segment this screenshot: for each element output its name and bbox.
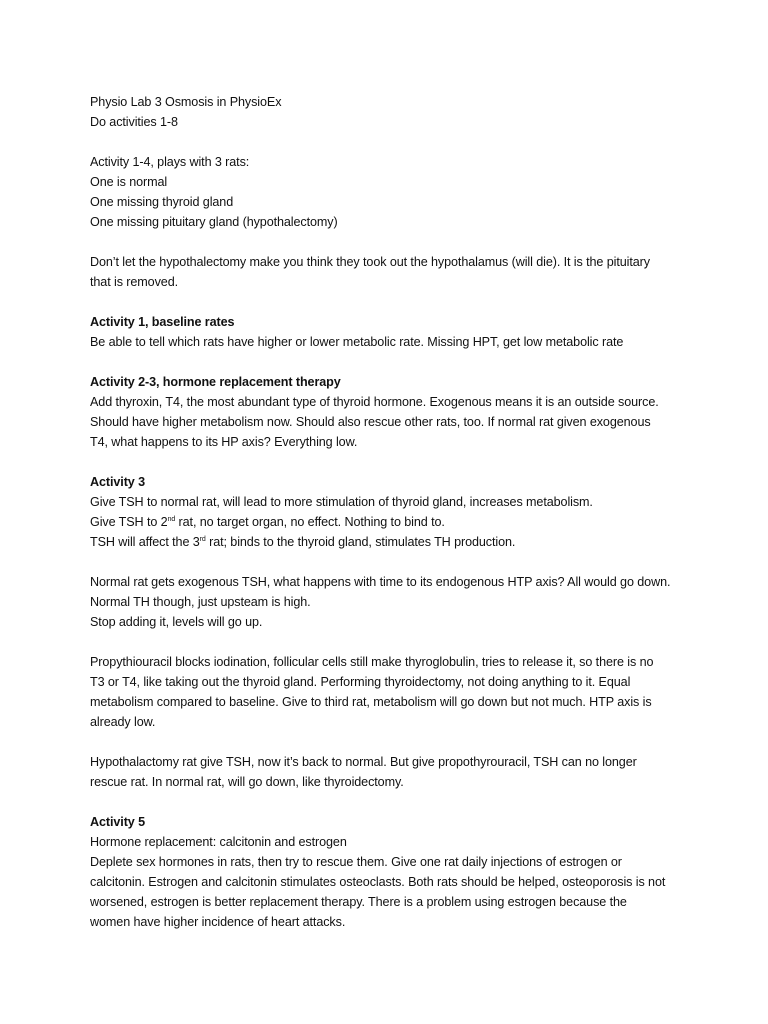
section-heading: Activity 3 [90,475,145,489]
paragraph-line: Hypothalactomy rat give TSH, now it’s back to normal. But give propothyrouracil, TSH can no longer [90,755,637,769]
activity-2-3-section [90,372,690,452]
paragraph-line: calcitonin. Estrogen and calcitonin stimulates osteoclasts. Both rats should be helped, osteoporosis is not [90,875,666,889]
paragraph-line: Stop adding it, levels will go up. [90,615,263,629]
document-title: Physio Lab 3 Osmosis in PhysioEx [90,95,282,109]
paragraph-line: that is removed. [90,275,178,289]
paragraph-line: women have higher incidence of heart attacks. [90,915,346,929]
paragraph-line: Be able to tell which rats have higher or lower metabolic rate. Missing HPT, get low metabolic rate [90,335,624,349]
rat-item-normal: One is normal [90,175,168,189]
rat-item-pituitary: One missing pituitary gland (hypothalectomy) [90,215,338,229]
document-header [90,92,690,132]
ordinal-suffix: nd [167,516,176,523]
paragraph-line: already low. [90,715,156,729]
paragraph-line: Normal TH though, just upsteam is high. [90,595,311,609]
rat-item-thyroid: One missing thyroid gland [90,195,234,209]
paragraph-line: Give TSH to normal rat, will lead to more stimulation of thyroid gland, increases metabolism. [90,495,593,509]
hypothalectomy-paragraph [90,752,690,792]
paragraph-line: Don’t let the hypothalectomy make you think they took out the hypothalamus (will die). It is the pituitary [90,255,650,269]
paragraph-line: T3 or T4, like taking out the thyroid gland. Performing thyroidectomy, not doing anything to it. Equal [90,675,631,689]
text-run: rat; binds to the thyroid gland, stimulates TH production. [205,535,516,549]
paragraph-line: rescue rat. In normal rat, will go down, like thyroidectomy. [90,775,404,789]
paragraph-line: Normal rat gets exogenous TSH, what happens with time to its endogenous HTP axis? All would go down. [90,575,671,589]
document-page [90,92,690,952]
paragraph-line: Hormone replacement: calcitonin and estrogen [90,835,347,849]
paragraph-line [90,512,690,532]
document-subtitle: Do activities 1-8 [90,115,178,129]
paragraph-line: worsened, estrogen is better replacement therapy. There is a problem using estrogen because the [90,895,627,909]
paragraph-line: Should have higher metabolism now. Should also rescue other rats, too. If normal rat given exogenous [90,415,651,429]
paragraph-line: Propythiouracil blocks iodination, follicular cells still make thyroglobulin, tries to release it, so there is no [90,655,654,669]
activity-1-section [90,312,690,352]
paragraph-line: Add thyroxin, T4, the most abundant type of thyroid hormone. Exogenous means it is an outside source. [90,395,659,409]
intro-section [90,152,690,232]
section-heading: Activity 1, baseline rates [90,315,235,329]
activity-5-section [90,812,690,932]
paragraph-line: T4, what happens to its HP axis? Everything low. [90,435,358,449]
section-heading: Activity 5 [90,815,145,829]
paragraph-line: metabolism compared to baseline. Give to third rat, metabolism will go down but not much. HTP axis is [90,695,652,709]
text-run: rat, no target organ, no effect. Nothing to bind to. [175,515,445,529]
exogenous-tsh-paragraph [90,572,690,632]
section-heading: Activity 2-3, hormone replacement therapy [90,375,341,389]
paragraph-line [90,532,690,552]
activity-3-section [90,472,690,552]
paragraph-line: Deplete sex hormones in rats, then try to rescue them. Give one rat daily injections of estrogen or [90,855,622,869]
intro-heading: Activity 1-4, plays with 3 rats: [90,155,250,169]
text-run: TSH will affect the 3 [90,535,200,549]
ordinal-suffix: rd [199,536,206,543]
text-run: Give TSH to 2 [90,515,168,529]
propylthiouracil-paragraph [90,652,690,732]
hypothalectomy-note [90,252,690,292]
